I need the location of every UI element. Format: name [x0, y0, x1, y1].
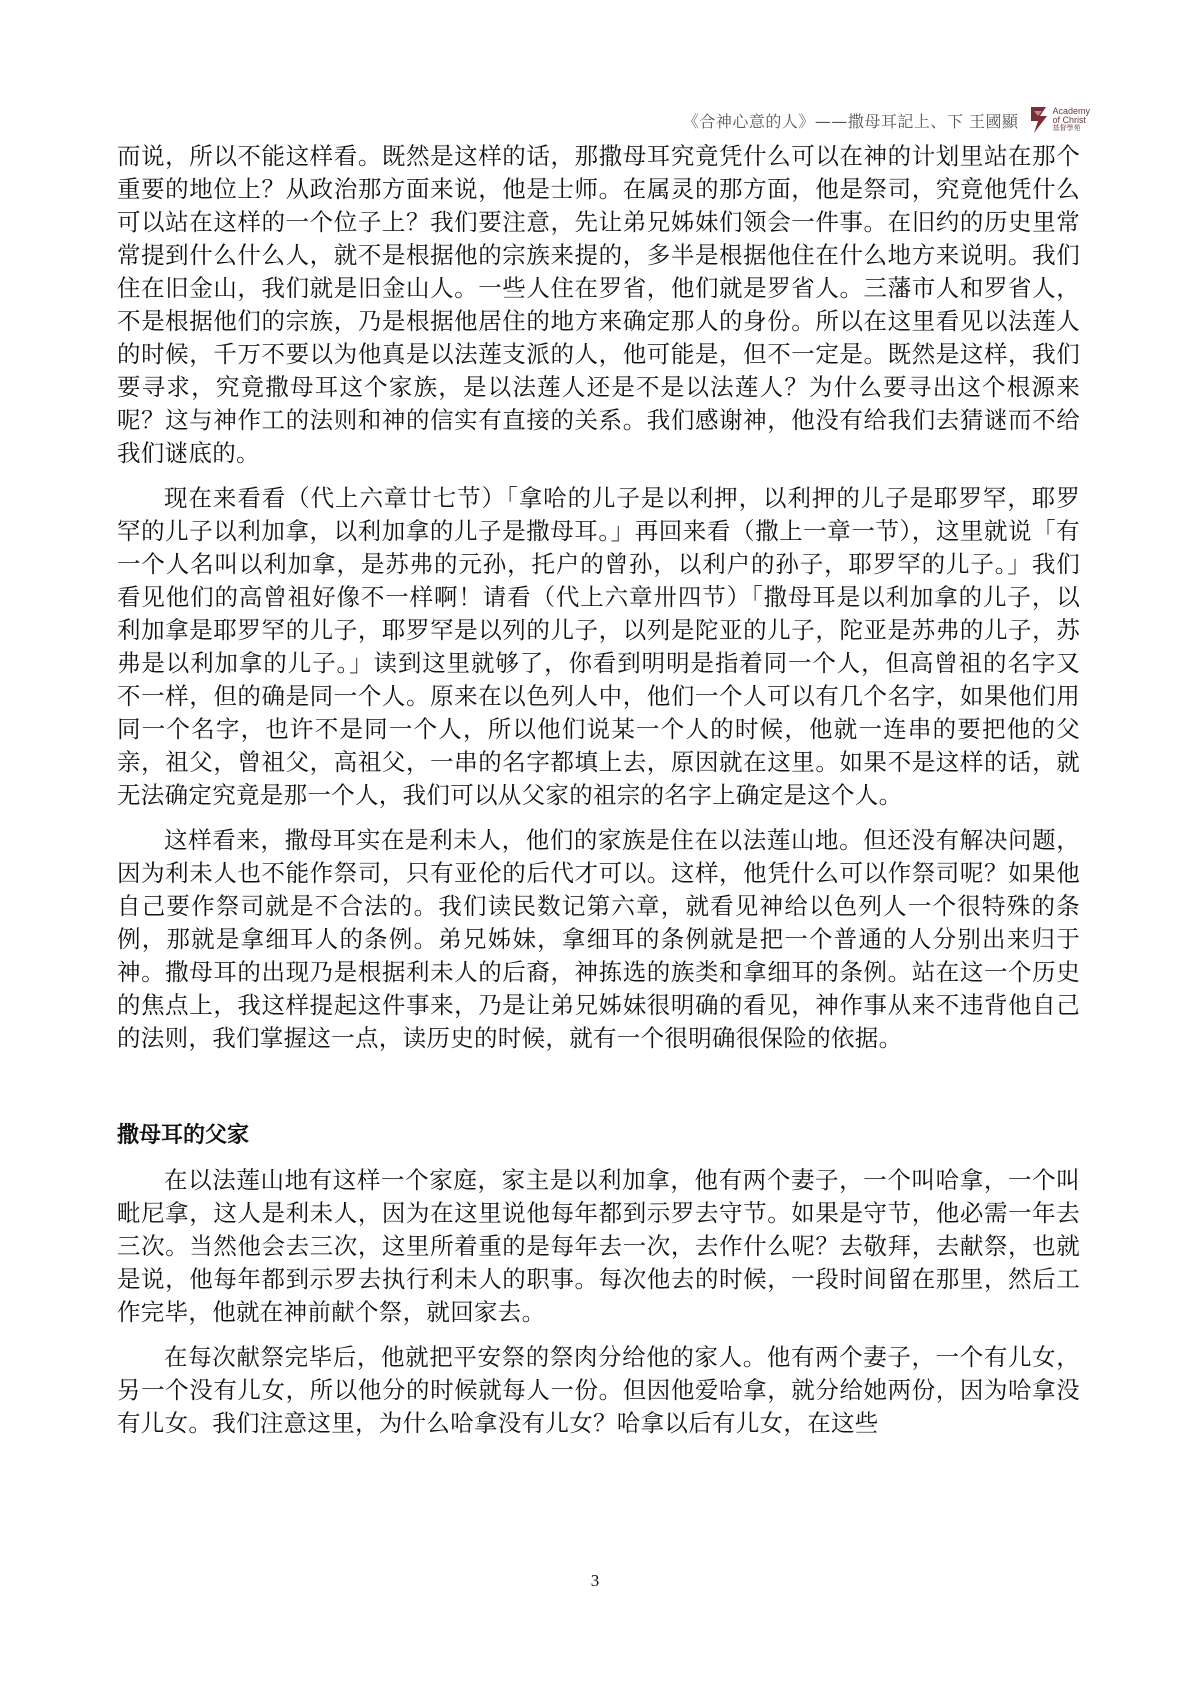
page-header — [683, 86, 1090, 136]
body-paragraph: 现在来看看（代上六章廿七节）「拿哈的儿子是以利押，以利押的儿子是耶罗罕，耶罗罕的儿子以利加拿，以利加拿的儿子是撒母耳。」再回来看（撒上一章一节），这里就说「有一个人名叫以利加拿，是苏弗的元孙，托户的曾孙，以利户的孙子，耶罗罕的儿子。」我们看见他们的高曾祖好像不一样啊！请看（代上六章卅四节）「撒母耳是以利加拿的儿子，以利加拿是耶罗罕的儿子，耶罗罕是以列的儿子，以列是陀亚的儿子，陀亚是苏弗的儿子，苏弗是以利加拿的儿子。」读到这里就够了，你看到明明是指着同一个人，但高曾祖的名字又不一样，但的确是同一个人。原来在以色列人中，他们一个人可以有几个名字，如果他们用同一个名字，也许不是同一个人，所以他们说某一个人的时候，他就一连串的要把他的父亲，祖父，曾祖父，高祖父，一串的名字都填上去，原因就在这里。如果不是这样的话，就无法确定究竟是那一个人，我们可以从父家的祖宗的名字上确定是这个人。 — [117, 484, 1080, 809]
section-heading: 撒母耳的父家 — [117, 1123, 250, 1148]
logo-text-chinese: 基督學苑 — [1052, 125, 1081, 132]
logo-words — [1052, 107, 1090, 133]
section-paragraph: 在每次献祭完毕后，他就把平安祭的祭肉分给他的家人。他有两个妻子，一个有儿女，另一个没有儿女，所以他分的时候就每人一份。但因他爱哈拿，就分给她两份，因为哈拿没有儿女。我们注意这里，为什么哈拿没有儿女？哈拿以后有儿女，在这些 — [117, 1343, 1080, 1437]
header-title: 《合神心意的人》——撒母耳記上、下 王國顯 — [682, 112, 1019, 131]
page-number: 3 — [590, 1571, 600, 1590]
section-paragraph: 在以法莲山地有这样一个家庭，家主是以利加拿，他有两个妻子，一个叫哈拿，一个叫毗尼拿，这人是利未人，因为在这里说他每年都到示罗去守节。如果是守节，他必需一年去三次。当然他会去三次，这里所着重的是每年去一次，去作什么呢？去敬拜，去献祭，也就是说，他每年都到示罗去执行利未人的职事。每次他去的时候，一段时间留在那里，然后工作完毕，他就在神前献个祭，就回家去。 — [117, 1166, 1080, 1326]
logo-text-of-christ: of Christ — [1052, 115, 1086, 125]
document-body — [117, 140, 1080, 1452]
logo-text-academy: Academy — [1052, 106, 1090, 116]
body-paragraph: 这样看来，撒母耳实在是利未人，他们的家族是住在以法莲山地。但还没有解决问题，因为利未人也不能作祭司，只有亚伦的后代才可以。这样，他凭什么可以作祭司呢？如果他自己要作祭司就是不合法的。我们读民数记第六章，就看见神给以色列人一个很特殊的条例，那就是拿细耳人的条例。弟兄姊妹，拿细耳的条例就是把一个普通的人分别出来归于神。撒母耳的出现乃是根据利未人的后裔，神拣选的族类和拿细耳的条例。站在这一个历史的焦点上，我这样提起这件事来，乃是让弟兄姊妹很明确的看见，神作事从来不违背他自己的法则，我们掌握这一点，读历史的时候，就有一个很明确很保险的依据。 — [117, 826, 1080, 1052]
academy-logo — [1028, 104, 1090, 136]
body-paragraph: 而说，所以不能这样看。既然是这样的话，那撒母耳究竟凭什么可以在神的计划里站在那个重要的地位上？从政治那方面来说，他是士师。在属灵的那方面，他是祭司，究竟他凭什么可以站在这样的一个位子上？我们要注意，先让弟兄姊妹们领会一件事。在旧约的历史里常常提到什么什么人，就不是根据他的宗族来提的，多半是根据他住在什么地方来说明。我们住在旧金山，我们就是旧金山人。一些人住在罗省，他们就是罗省人。三藩市人和罗省人，不是根据他们的宗族，乃是根据他居住的地方来确定那人的身份。所以在这里看见以法莲人的时候，千万不要以为他真是以法莲支派的人，他可能是，但不一定是。既然是这样，我们要寻求，究竟撒母耳这个家族，是以法莲人还是不是以法莲人？为什么要寻出这个根源来呢？这与神作工的法则和神的信实有直接的关系。我们感谢神，他没有给我们去猜谜而不给我们谜底的。 — [117, 142, 1080, 467]
academy-logo-icon — [1028, 104, 1050, 136]
